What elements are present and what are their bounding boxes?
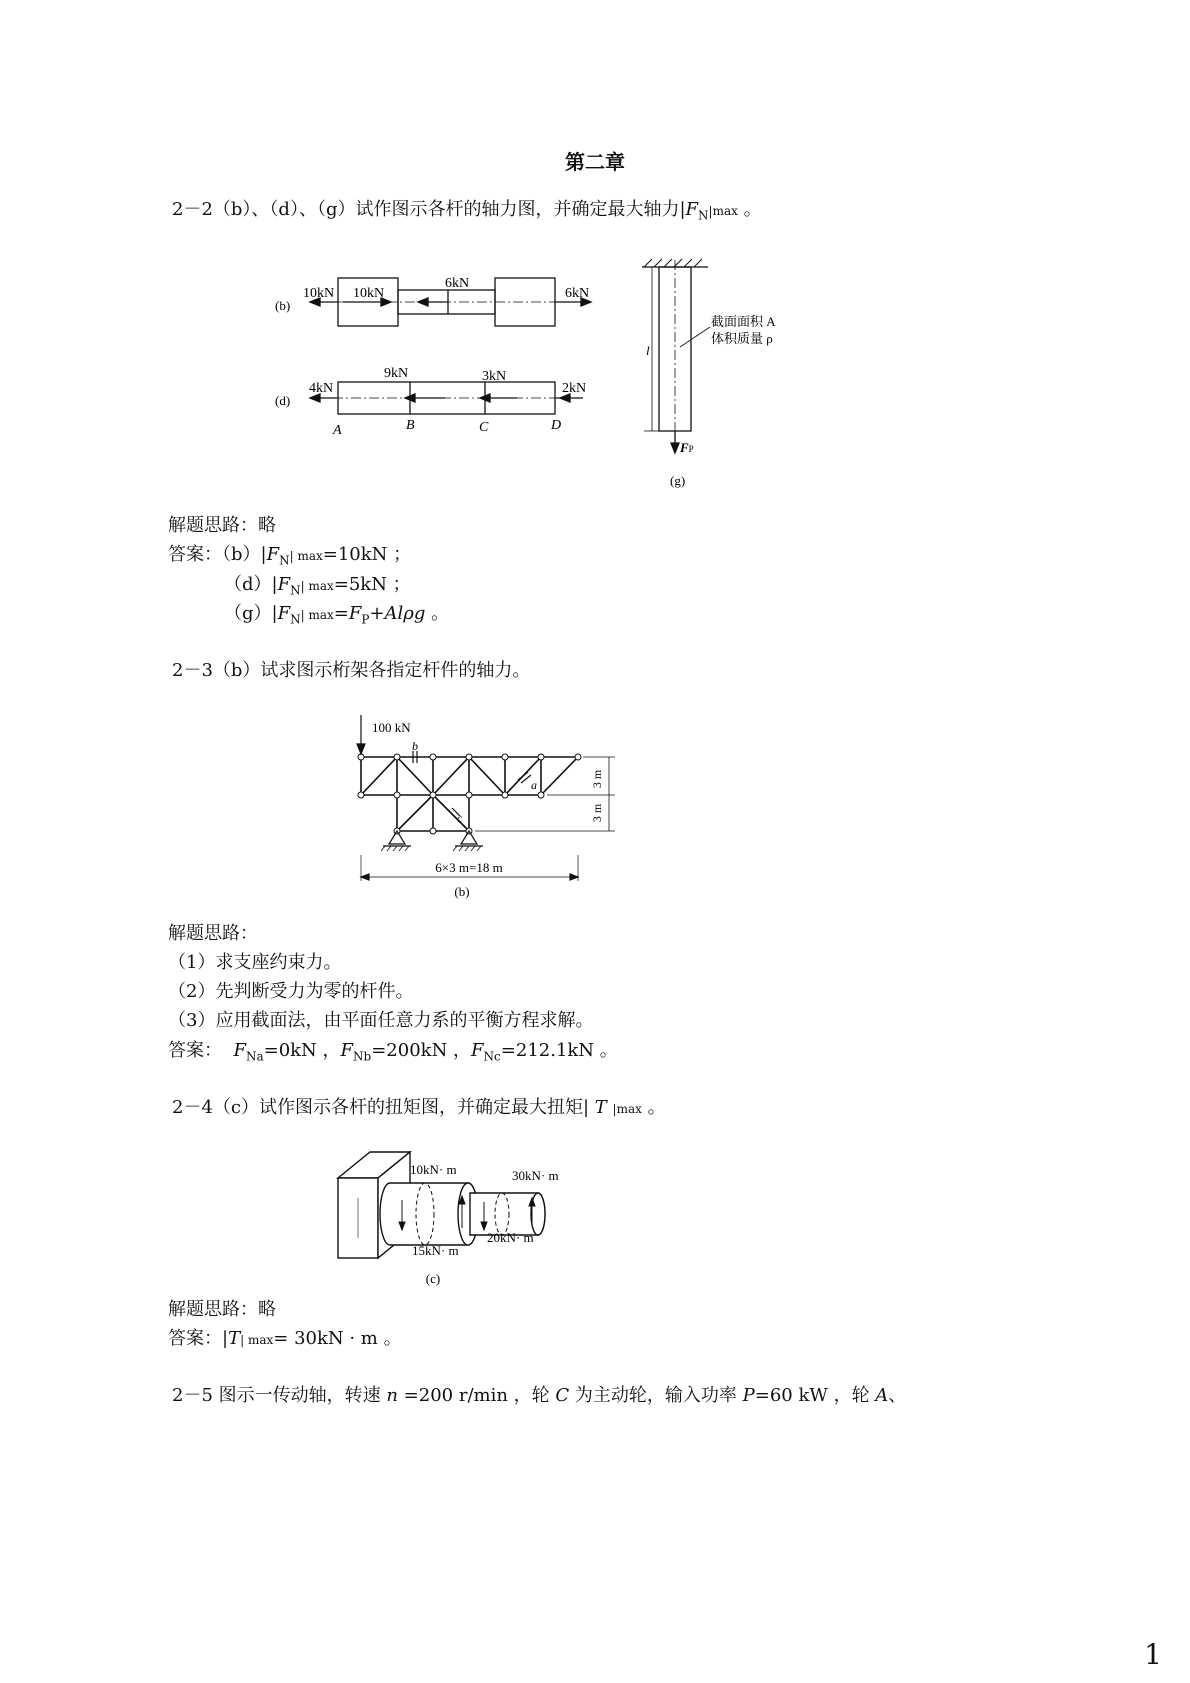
- fig-d-point-d: D: [551, 418, 562, 433]
- fig-b-force-4: 6kN: [565, 286, 590, 301]
- truss-member-c: c: [457, 811, 463, 825]
- shaft-label: (c): [425, 1271, 441, 1286]
- fig-g-density: 体积质量 ρ: [711, 331, 773, 346]
- hint-2-4: 解题思路：略: [168, 1299, 276, 1320]
- fig-g-area: 截面面积 A: [711, 314, 776, 329]
- hint-2-3-step-1: （1）求支座约束力。: [168, 952, 342, 973]
- truss-height-2: 3 m: [590, 803, 604, 823]
- figure-2-2-bd: [255, 262, 615, 442]
- fig-d-force-2: 9kN: [384, 366, 409, 381]
- truss-height-1: 3 m: [590, 769, 604, 789]
- question-2-4: 2－4（c）试作图示各杆的扭矩图，并确定最大扭矩| T |max 。: [172, 1097, 666, 1118]
- truss-member-b: b: [412, 739, 418, 753]
- fig-d-force-3: 3kN: [482, 369, 507, 384]
- fig-d-point-a: A: [333, 423, 342, 438]
- question-2-3: 2－3（b）试求图示桁架各指定杆件的轴力。: [172, 660, 531, 681]
- fig-b-force-2: 10kN: [353, 286, 385, 301]
- answer-2-3: 答案： $F_{Na}=0kN$ ，$F_{Nb}=200kN$ ，$F_{Nc}=212.1kN$ 。: [168, 1040, 618, 1064]
- fig-g-force: FP: [680, 440, 694, 455]
- torque-20: 20kN· m: [487, 1230, 534, 1245]
- answer-2-4: 答案：|T| max= 30kN · m 。: [168, 1328, 402, 1349]
- figure-2-2-g: [630, 255, 800, 500]
- fig-b-force-1: 10kN: [303, 286, 335, 301]
- fig-d-point-b: B: [406, 418, 415, 433]
- fig-d-point-c: C: [479, 420, 489, 435]
- fig-d-label: (d): [275, 393, 291, 408]
- answer-2-2-d: $(d)|F_N|$ max=5kN ；: [224, 574, 411, 598]
- fig-g-label: (g): [670, 473, 686, 488]
- question-2-2: 2－2（b）、（d）、（g）试作图示各杆的轴力图，并确定最大轴力$|F_N|\max$ 。: [172, 199, 762, 223]
- truss-span: 6×3 m=18 m: [435, 860, 503, 875]
- torque-15: 15kN· m: [412, 1243, 459, 1258]
- truss-label: (b): [454, 884, 470, 899]
- hint-2-3-step-3: （3）应用截面法，由平面任意力系的平衡方程求解。: [168, 1010, 594, 1031]
- answer-2-2-b: 答案：$(b)|F_N|$ max=10kN ；: [168, 544, 412, 568]
- hint-2-2: 解题思路：略: [168, 515, 276, 536]
- figure-2-4-shaft: [330, 1138, 590, 1288]
- fig-g-length: l: [646, 343, 650, 358]
- question-2-5: 2－5 图示一传动轴，转速 n =200 r/min ，轮 C 为主动轮，输入功率 P=60 kW ，轮 A、: [172, 1385, 907, 1406]
- chapter-title: 第二章: [565, 150, 625, 174]
- fig-b-force-3: 6kN: [445, 276, 470, 291]
- fig-d-force-1: 4kN: [309, 381, 334, 396]
- fig-b-label: (b): [275, 298, 291, 313]
- torque-10: 10kN· m: [410, 1162, 457, 1177]
- answer-2-2-g: $(g)|F_N|$ $\max=F_P+Al\rho g$ 。: [224, 603, 450, 627]
- hint-2-3-step-2: （2）先判断受力为零的杆件。: [168, 981, 414, 1002]
- truss-member-a: a: [531, 778, 537, 792]
- torque-30: 30kN· m: [512, 1168, 559, 1183]
- fig-d-force-4: 2kN: [562, 381, 587, 396]
- figure-2-3-truss: [325, 705, 640, 905]
- hint-2-3-title: 解题思路：: [168, 923, 258, 944]
- page-number: 1: [1144, 1638, 1162, 1671]
- truss-load: 100 kN: [372, 720, 411, 735]
